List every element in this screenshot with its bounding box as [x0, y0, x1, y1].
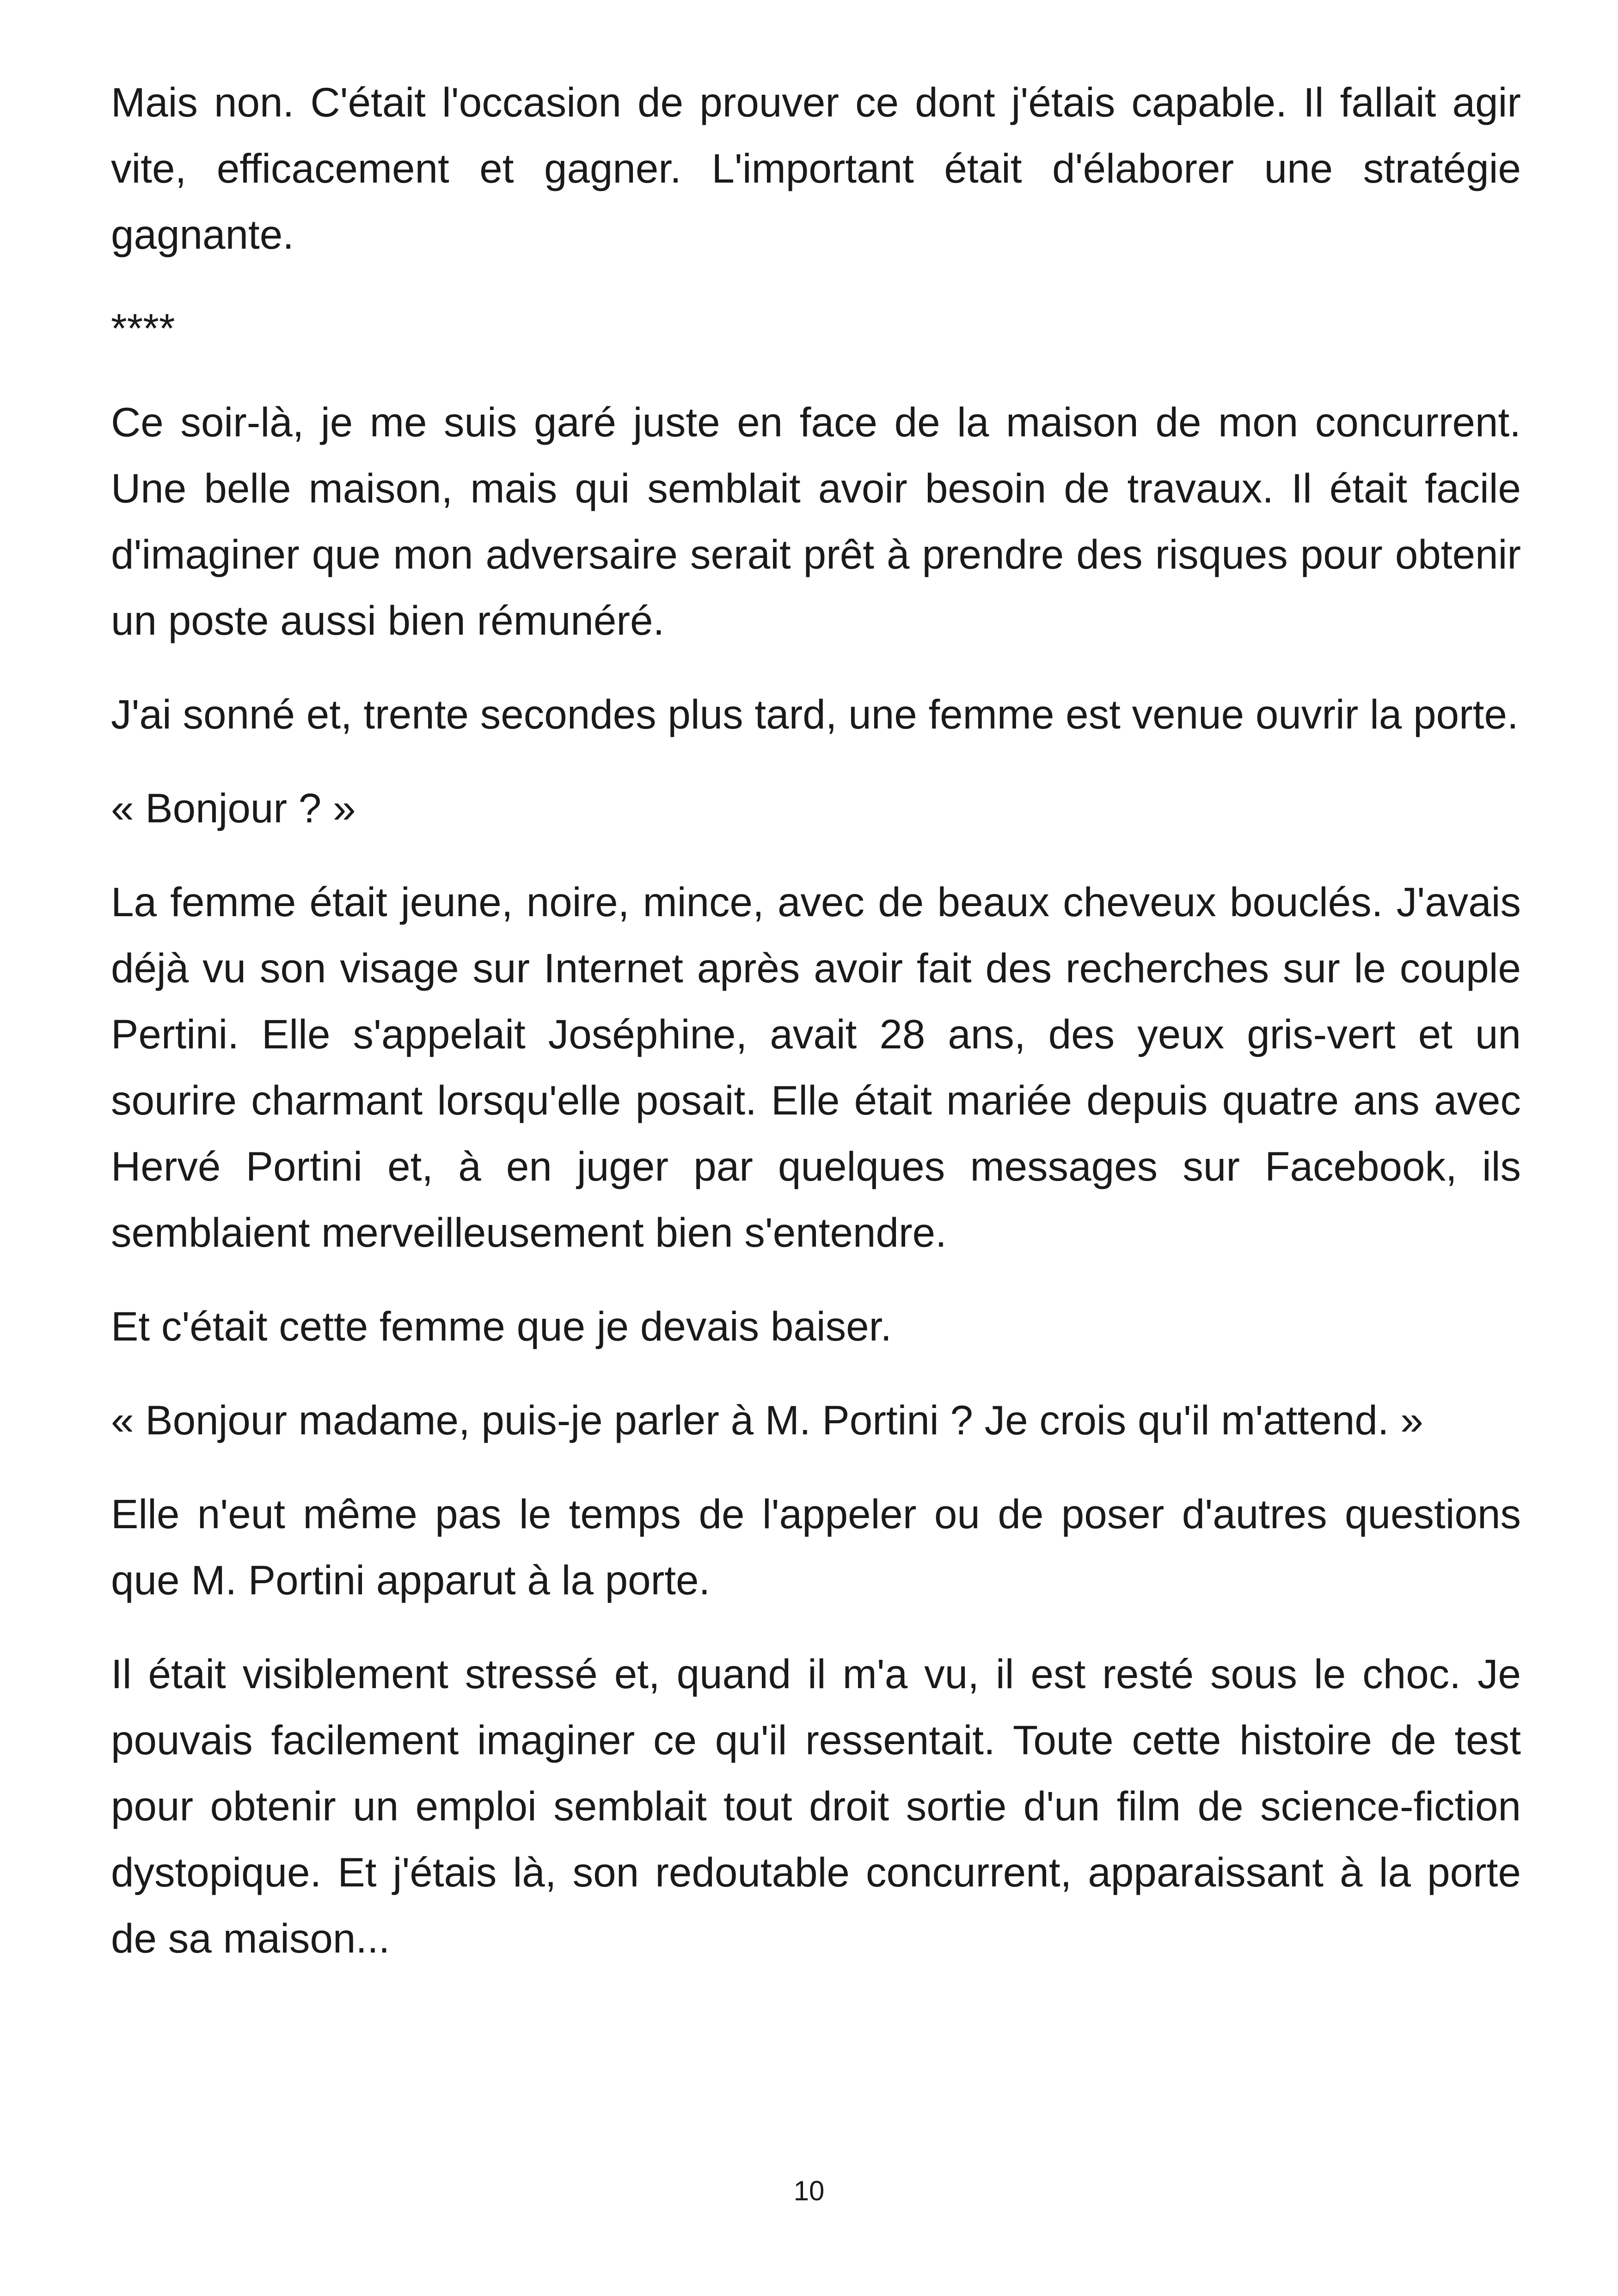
paragraph-5: Et c'était cette femme que je devais baiser. [111, 1303, 892, 1349]
dialogue-portini: « Bonjour madame, puis-je parler à M. Portini ? Je crois qu'il m'attend. » [111, 1397, 1423, 1443]
paragraph-3: J'ai sonné et, trente secondes plus tard, une femme est venue ouvrir la porte. [111, 691, 1519, 737]
page-number: 10 [793, 2175, 825, 2206]
paragraph-1: Mais non. C'était l'occasion de prouver ce dont j'étais capable. Il fallait agir vite, efficacement et gagner. L'important était d'élaborer une stratégie gagnante. [111, 79, 1521, 257]
paragraph-6: Elle n'eut même pas le temps de l'appeler ou de poser d'autres questions que M. Portini apparut à la porte. [111, 1491, 1521, 1603]
paragraph-4: La femme était jeune, noire, mince, avec de beaux cheveux bouclés. J'avais déjà vu son visage sur Internet après avoir fait des recherches sur le couple Pertini. Elle s'appelait Joséphine, avait 28 ans, des yeux gris-vert et un sourire charmant lorsqu'elle posait. Elle était mariée depuis quatre ans avec Hervé Portini et, à en juger par quelques messages sur Facebook, ils semblaient merveilleusement bien s'entendre. [111, 879, 1521, 1255]
page-body [111, 69, 1521, 1999]
section-separator: **** [111, 305, 175, 351]
dialogue-bonjour: « Bonjour ? » [111, 785, 356, 831]
paragraph-2: Ce soir-là, je me suis garé juste en face de la maison de mon concurrent. Une belle maison, mais qui semblait avoir besoin de travaux. Il était facile d'imaginer que mon adversaire serait prêt à prendre des risques pour obtenir un poste aussi bien rémunéré. [111, 399, 1521, 643]
paragraph-7: Il était visiblement stressé et, quand il m'a vu, il est resté sous le choc. Je pouvais facilement imaginer ce qu'il ressentait. Toute cette histoire de test pour obtenir un emploi semblait tout droit sortie d'un film de science-fiction dystopique. Et j'étais là, son redoutable concurrent, apparaissant à la porte de sa maison... [111, 1651, 1521, 1961]
